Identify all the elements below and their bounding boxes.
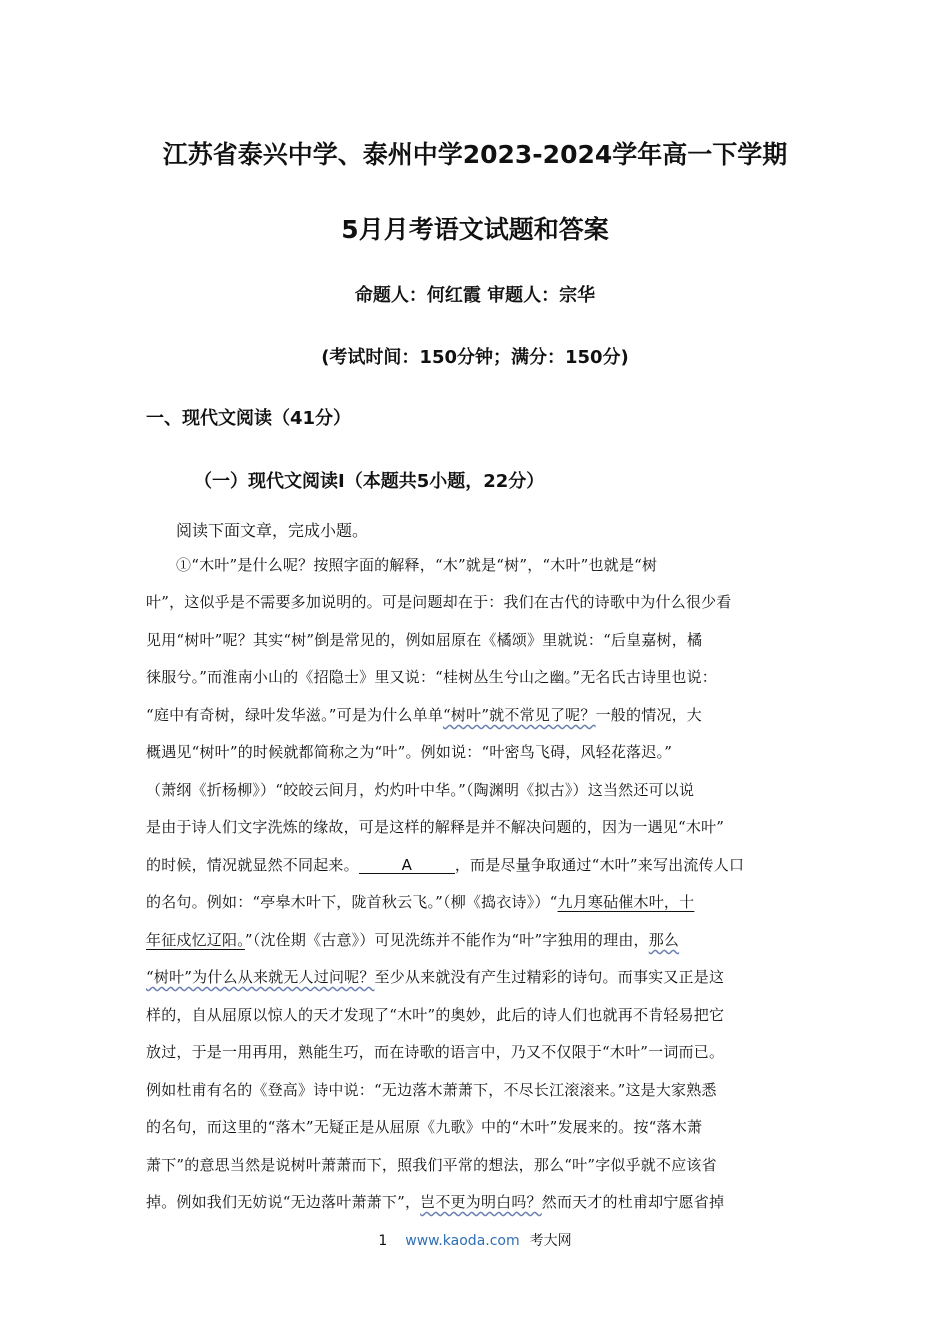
passage-line bbox=[146, 929, 806, 950]
passage-line: 样的，自从屈原以惊人的天才发现了“木叶”的奥妙，此后的诗人们也就再不肯轻易把它 bbox=[146, 1006, 725, 1024]
passage-text: 一般的情况，大 bbox=[595, 706, 702, 724]
passage-text: “庭中有奇树，绿叶发华滋。”可是为什么单单 bbox=[146, 706, 444, 724]
passage-line: 例如杜甫有名的《登高》诗中说：“无边落木萧萧下，不尽长江滚滚来。”这是大家熟悉 bbox=[146, 1081, 717, 1099]
underlined-text: 年征戍忆辽阳。 bbox=[146, 931, 245, 949]
wavy-underlined-text: 那么 bbox=[648, 931, 680, 949]
site-name: 考大网 bbox=[529, 1233, 572, 1249]
document-title-line1: 江苏省泰兴中学、泰州中学2023-2024学年高一下学期 bbox=[162, 140, 788, 169]
passage-line: 徕服兮。”而淮南小山的《招隐士》里又说：“桂树丛生兮山之幽。”无名氏古诗里也说： bbox=[146, 668, 718, 686]
site-link[interactable]: www.kaoda.com bbox=[405, 1233, 520, 1249]
page-number: 1 bbox=[378, 1233, 388, 1249]
passage-line bbox=[146, 704, 806, 725]
wavy-underlined-text: “树叶”为什么从来就无人过问呢？ bbox=[146, 968, 375, 986]
passage-text: ”（沈佺期《古意》）可见洗练并不能作为“叶”字独用的理由， bbox=[244, 931, 649, 949]
passage-line bbox=[146, 891, 806, 912]
section-heading: 一、现代文阅读（41分） bbox=[146, 408, 352, 429]
authors-line: 命题人：何红霞 审题人：宗华 bbox=[354, 285, 596, 306]
passage-line: 概遇见“树叶”的时候就都简称之为“叶”。例如说：“叶密鸟飞碍，风轻花落迟。” bbox=[146, 743, 673, 761]
passage-line: 的名句，而这里的“落木”无疑正是从屈原《九歌》中的“木叶”发展来的。按“落木萧 bbox=[146, 1118, 703, 1136]
passage-line bbox=[146, 966, 806, 987]
passage-line bbox=[146, 1191, 806, 1212]
passage-line: 是由于诗人们文字洗炼的缘故，可是这样的解释是并不解决问题的，因为一遇见“木叶” bbox=[146, 818, 725, 836]
subsection-heading: （一）现代文阅读Ⅰ（本题共5小题，22分） bbox=[194, 471, 545, 492]
passage-text: 掉。例如我们无妨说“无边落叶萧萧下”， bbox=[146, 1193, 421, 1211]
fill-blank-a: A bbox=[359, 857, 455, 874]
instruction-text: 阅读下面文章，完成小题。 bbox=[176, 521, 369, 540]
passage-text: 至少从来就没有产生过精彩的诗句。而事实又正是这 bbox=[374, 968, 725, 986]
page-footer bbox=[0, 1230, 950, 1250]
wavy-underlined-text: 岂不更为明白吗？ bbox=[420, 1193, 542, 1211]
passage-text: 的名句。例如：“亭皋木叶下，陇首秋云飞。”（柳《捣衣诗》）“ bbox=[146, 893, 558, 911]
passage-line: 见用“树叶”呢？其实“树”倒是常见的，例如屈原在《橘颂》里就说：“后皇嘉树，橘 bbox=[146, 631, 703, 649]
passage-text: 的时候，情况就显然不同起来。 bbox=[146, 856, 359, 874]
wavy-underlined-text: “树叶”就不常见了呢？ bbox=[443, 706, 596, 724]
passage-line: 放过，于是一用再用，熟能生巧，而在诗歌的语言中，乃又不仅限于“木叶”一词而已。 bbox=[146, 1043, 725, 1061]
passage-line: ①“木叶”是什么呢？按照字面的解释，“木”就是“树”，“木叶”也就是“树 bbox=[176, 556, 658, 574]
passage-line: （萧纲《折杨柳》）“皎皎云间月，灼灼叶中华。”（陶渊明《拟古》）这当然还可以说 bbox=[146, 781, 695, 799]
passage-line: 叶”，这似乎是不需要多加说明的。可是问题却在于：我们在古代的诗歌中为什么很少看 bbox=[146, 593, 732, 611]
document-title-line2: 5月月考语文试题和答案 bbox=[341, 215, 609, 244]
passage-text: 然而天才的杜甫却宁愿省掉 bbox=[541, 1193, 725, 1211]
underlined-text: 九月寒砧催木叶，十 bbox=[557, 893, 695, 911]
exam-info: (考试时间：150分钟；满分：150分) bbox=[321, 347, 629, 368]
passage-line bbox=[146, 854, 806, 875]
passage-line: 萧下”的意思当然是说树叶萧萧而下，照我们平常的想法，那么“叶”字似乎就不应该省 bbox=[146, 1156, 717, 1174]
passage-text: ，而是尽量争取通过“木叶”来写出流传人口 bbox=[454, 856, 745, 874]
